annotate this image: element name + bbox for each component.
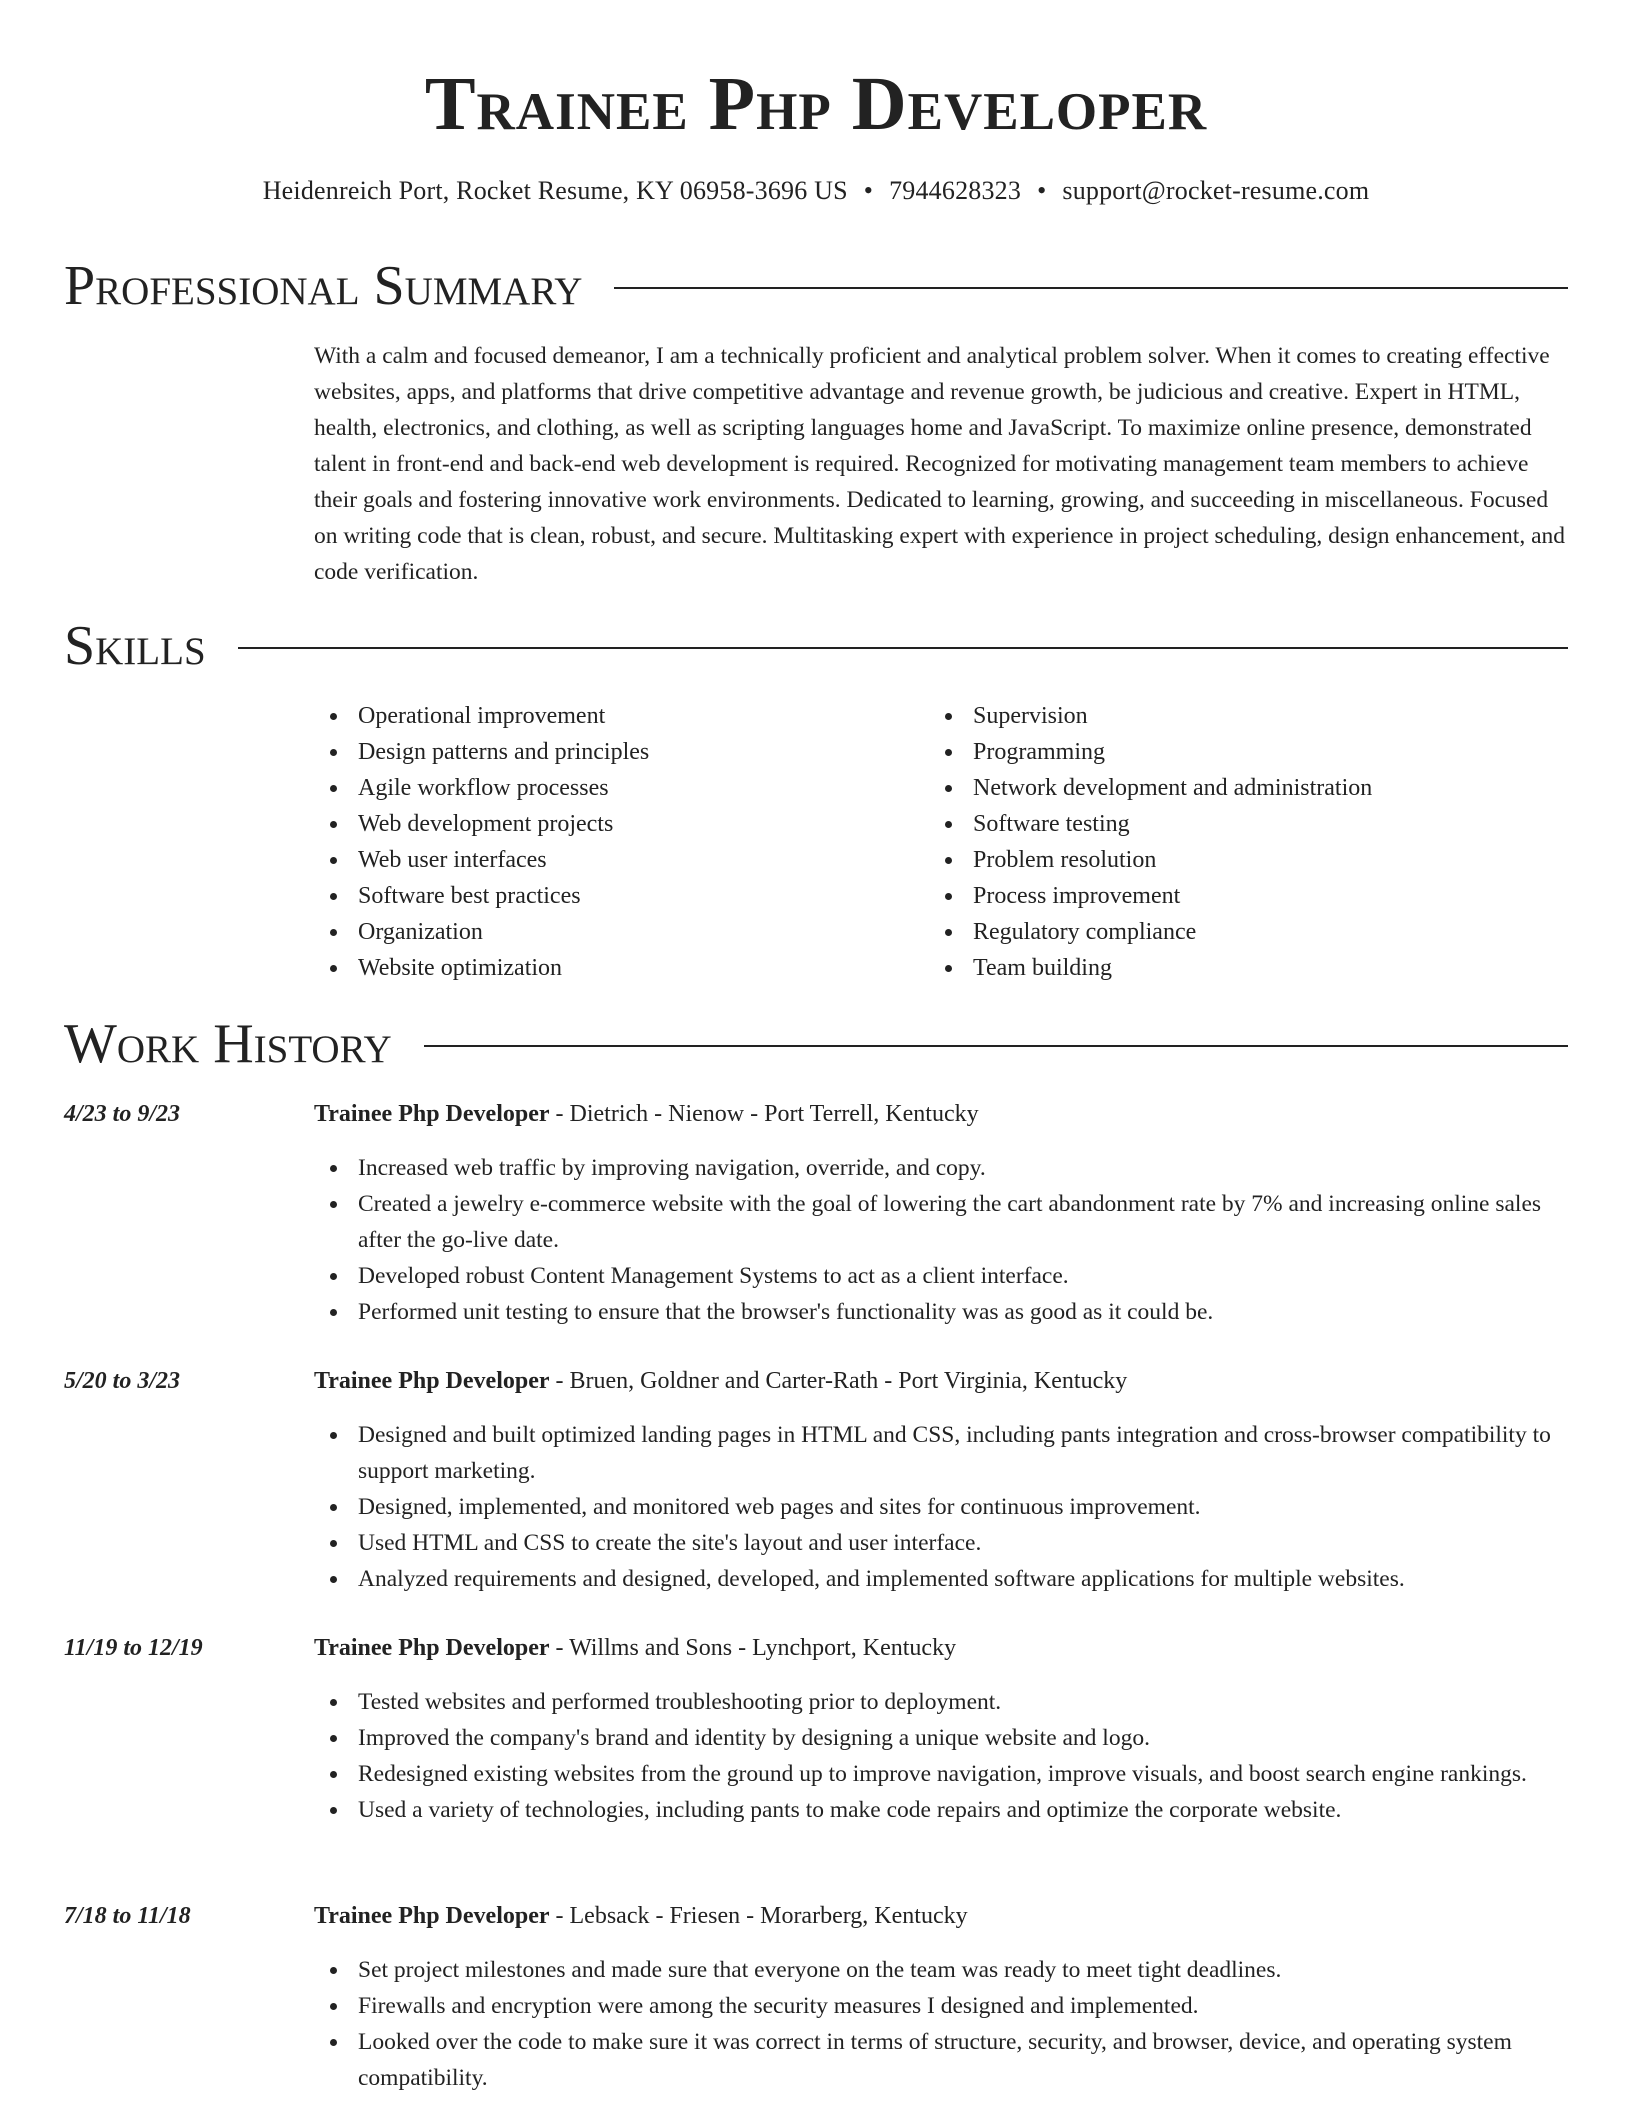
job-bullets <box>314 1684 1572 1828</box>
job-header <box>314 1096 1572 1132</box>
skill-item: Network development and administration <box>929 770 1372 806</box>
job-header <box>314 1363 1572 1399</box>
skill-item: Software testing <box>929 806 1372 842</box>
job-bullet: Designed, implemented, and monitored web pages and sites for continuous improvement. <box>314 1489 1572 1525</box>
skill-item: Problem resolution <box>929 842 1372 878</box>
skill-item: Supervision <box>929 698 1372 734</box>
contact-phone: 7944628323 <box>889 176 1022 205</box>
job-bullet: Redesigned existing websites from the ground up to improve navigation, improve visuals, and boost search engine rankings. <box>314 1756 1572 1792</box>
skill-item: Agile workflow processes <box>314 770 649 806</box>
job-bullet: Used a variety of technologies, including pants to make code repairs and optimize the corporate website. <box>314 1792 1572 1828</box>
job-bullet: Performed unit testing to ensure that the browser's functionality was as good as it could be. <box>314 1294 1572 1330</box>
skill-item: Programming <box>929 734 1372 770</box>
skill-item: Software best practices <box>314 878 649 914</box>
section-divider <box>424 1045 1568 1047</box>
skill-item: Team building <box>929 950 1372 986</box>
job-header <box>314 1630 1572 1666</box>
contact-address: Heidenreich Port, Rocket Resume, KY 06958-3696 US <box>262 176 848 205</box>
work-history-section-heading <box>64 1012 1568 1076</box>
job-dates: 7/18 to 11/18 <box>64 1903 191 1929</box>
job-bullet: Used HTML and CSS to create the site's layout and user interface. <box>314 1525 1572 1561</box>
contact-separator: • <box>863 176 874 205</box>
job-bullet: Set project milestones and made sure that everyone on the team was ready to meet tight deadlines. <box>314 1952 1572 1988</box>
job-bullet: Firewalls and encryption were among the security measures I designed and implemented. <box>314 1988 1572 2024</box>
skill-item: Regulatory compliance <box>929 914 1372 950</box>
job-bullets <box>314 1952 1572 2096</box>
job-employer: - Lebsack - Friesen - Morarberg, Kentucky <box>549 1903 968 1929</box>
skill-item: Website optimization <box>314 950 649 986</box>
section-divider <box>614 287 1568 289</box>
job-bullet: Increased web traffic by improving navigation, override, and copy. <box>314 1150 1572 1186</box>
work-history-heading-text: Work History <box>64 1013 392 1075</box>
contact-separator: • <box>1037 176 1047 205</box>
contact-email[interactable]: support@rocket-resume.com <box>1062 176 1370 205</box>
job-bullet: Designed and built optimized landing pages in HTML and CSS, including pants integration and cross-browser compatibility to support marketing. <box>314 1417 1572 1489</box>
job-bullet: Created a jewelry e-commerce website with the goal of lowering the cart abandonment rate by 7% and increasing online sales after the go-live date. <box>314 1186 1572 1258</box>
skill-item: Operational improvement <box>314 698 649 734</box>
job-bullet: Improved the company's brand and identity by designing a unique website and logo. <box>314 1720 1572 1756</box>
job-title: Trainee Php Developer <box>314 1101 550 1127</box>
contact-line <box>0 174 1632 208</box>
job-employer: - Willms and Sons - Lynchport, Kentucky <box>549 1635 957 1661</box>
skill-item: Web user interfaces <box>314 842 649 878</box>
skill-item: Web development projects <box>314 806 649 842</box>
job-employer: - Dietrich - Nienow - Port Terrell, Kentucky <box>549 1101 979 1127</box>
job-bullet: Looked over the code to make sure it was correct in terms of structure, security, and browser, device, and operating system compatibility. <box>314 2024 1572 2096</box>
job-dates: 5/20 to 3/23 <box>64 1368 181 1394</box>
job-title: Trainee Php Developer <box>314 1635 550 1661</box>
skill-item: Process improvement <box>929 878 1372 914</box>
job-bullet: Developed robust Content Management Systems to act as a client interface. <box>314 1258 1572 1294</box>
job-employer: - Bruen, Goldner and Carter-Rath - Port Virginia, Kentucky <box>549 1368 1128 1394</box>
candidate-name: Trainee Php Developer <box>424 62 1208 146</box>
skill-item: Organization <box>314 914 649 950</box>
skill-item: Design patterns and principles <box>314 734 649 770</box>
job-bullets <box>314 1150 1572 1330</box>
summary-section-heading <box>64 254 1568 318</box>
skills-heading-text: Skills <box>64 615 206 677</box>
job-bullet: Analyzed requirements and designed, developed, and implemented software applications for multiple websites. <box>314 1561 1572 1597</box>
skills-section-heading <box>64 614 1568 678</box>
summary-text: With a calm and focused demeanor, I am a technically proficient and analytical problem solver. When it comes to creating effective websites, apps, and platforms that drive competitive advantage and revenue growth, be judicious and creative. Expert in HTML, health, electronics, and clothing, as well as scripting languages home and JavaScript. To maximize online presence, demonstrated talent in front-end and back-end web development is required. Recognized for motivating management team members to achieve their goals and fostering innovative work environments. Dedicated to learning, growing, and succeeding in miscellaneous. Focused on writing code that is clean, robust, and secure. Multitasking expert with experience in project scheduling, design enhancement, and code verification. <box>314 343 1565 585</box>
skills-list-left <box>314 698 649 986</box>
job-dates: 11/19 to 12/19 <box>64 1635 203 1661</box>
job-title: Trainee Php Developer <box>314 1903 550 1929</box>
job-header <box>314 1898 1572 1934</box>
job-bullet: Tested websites and performed troubleshooting prior to deployment. <box>314 1684 1572 1720</box>
job-bullets <box>314 1417 1572 1597</box>
job-title: Trainee Php Developer <box>314 1368 550 1394</box>
job-dates: 4/23 to 9/23 <box>64 1101 181 1127</box>
section-divider <box>238 647 1568 649</box>
skills-list-right <box>929 698 1372 986</box>
summary-heading-text: Professional Summary <box>64 255 583 317</box>
